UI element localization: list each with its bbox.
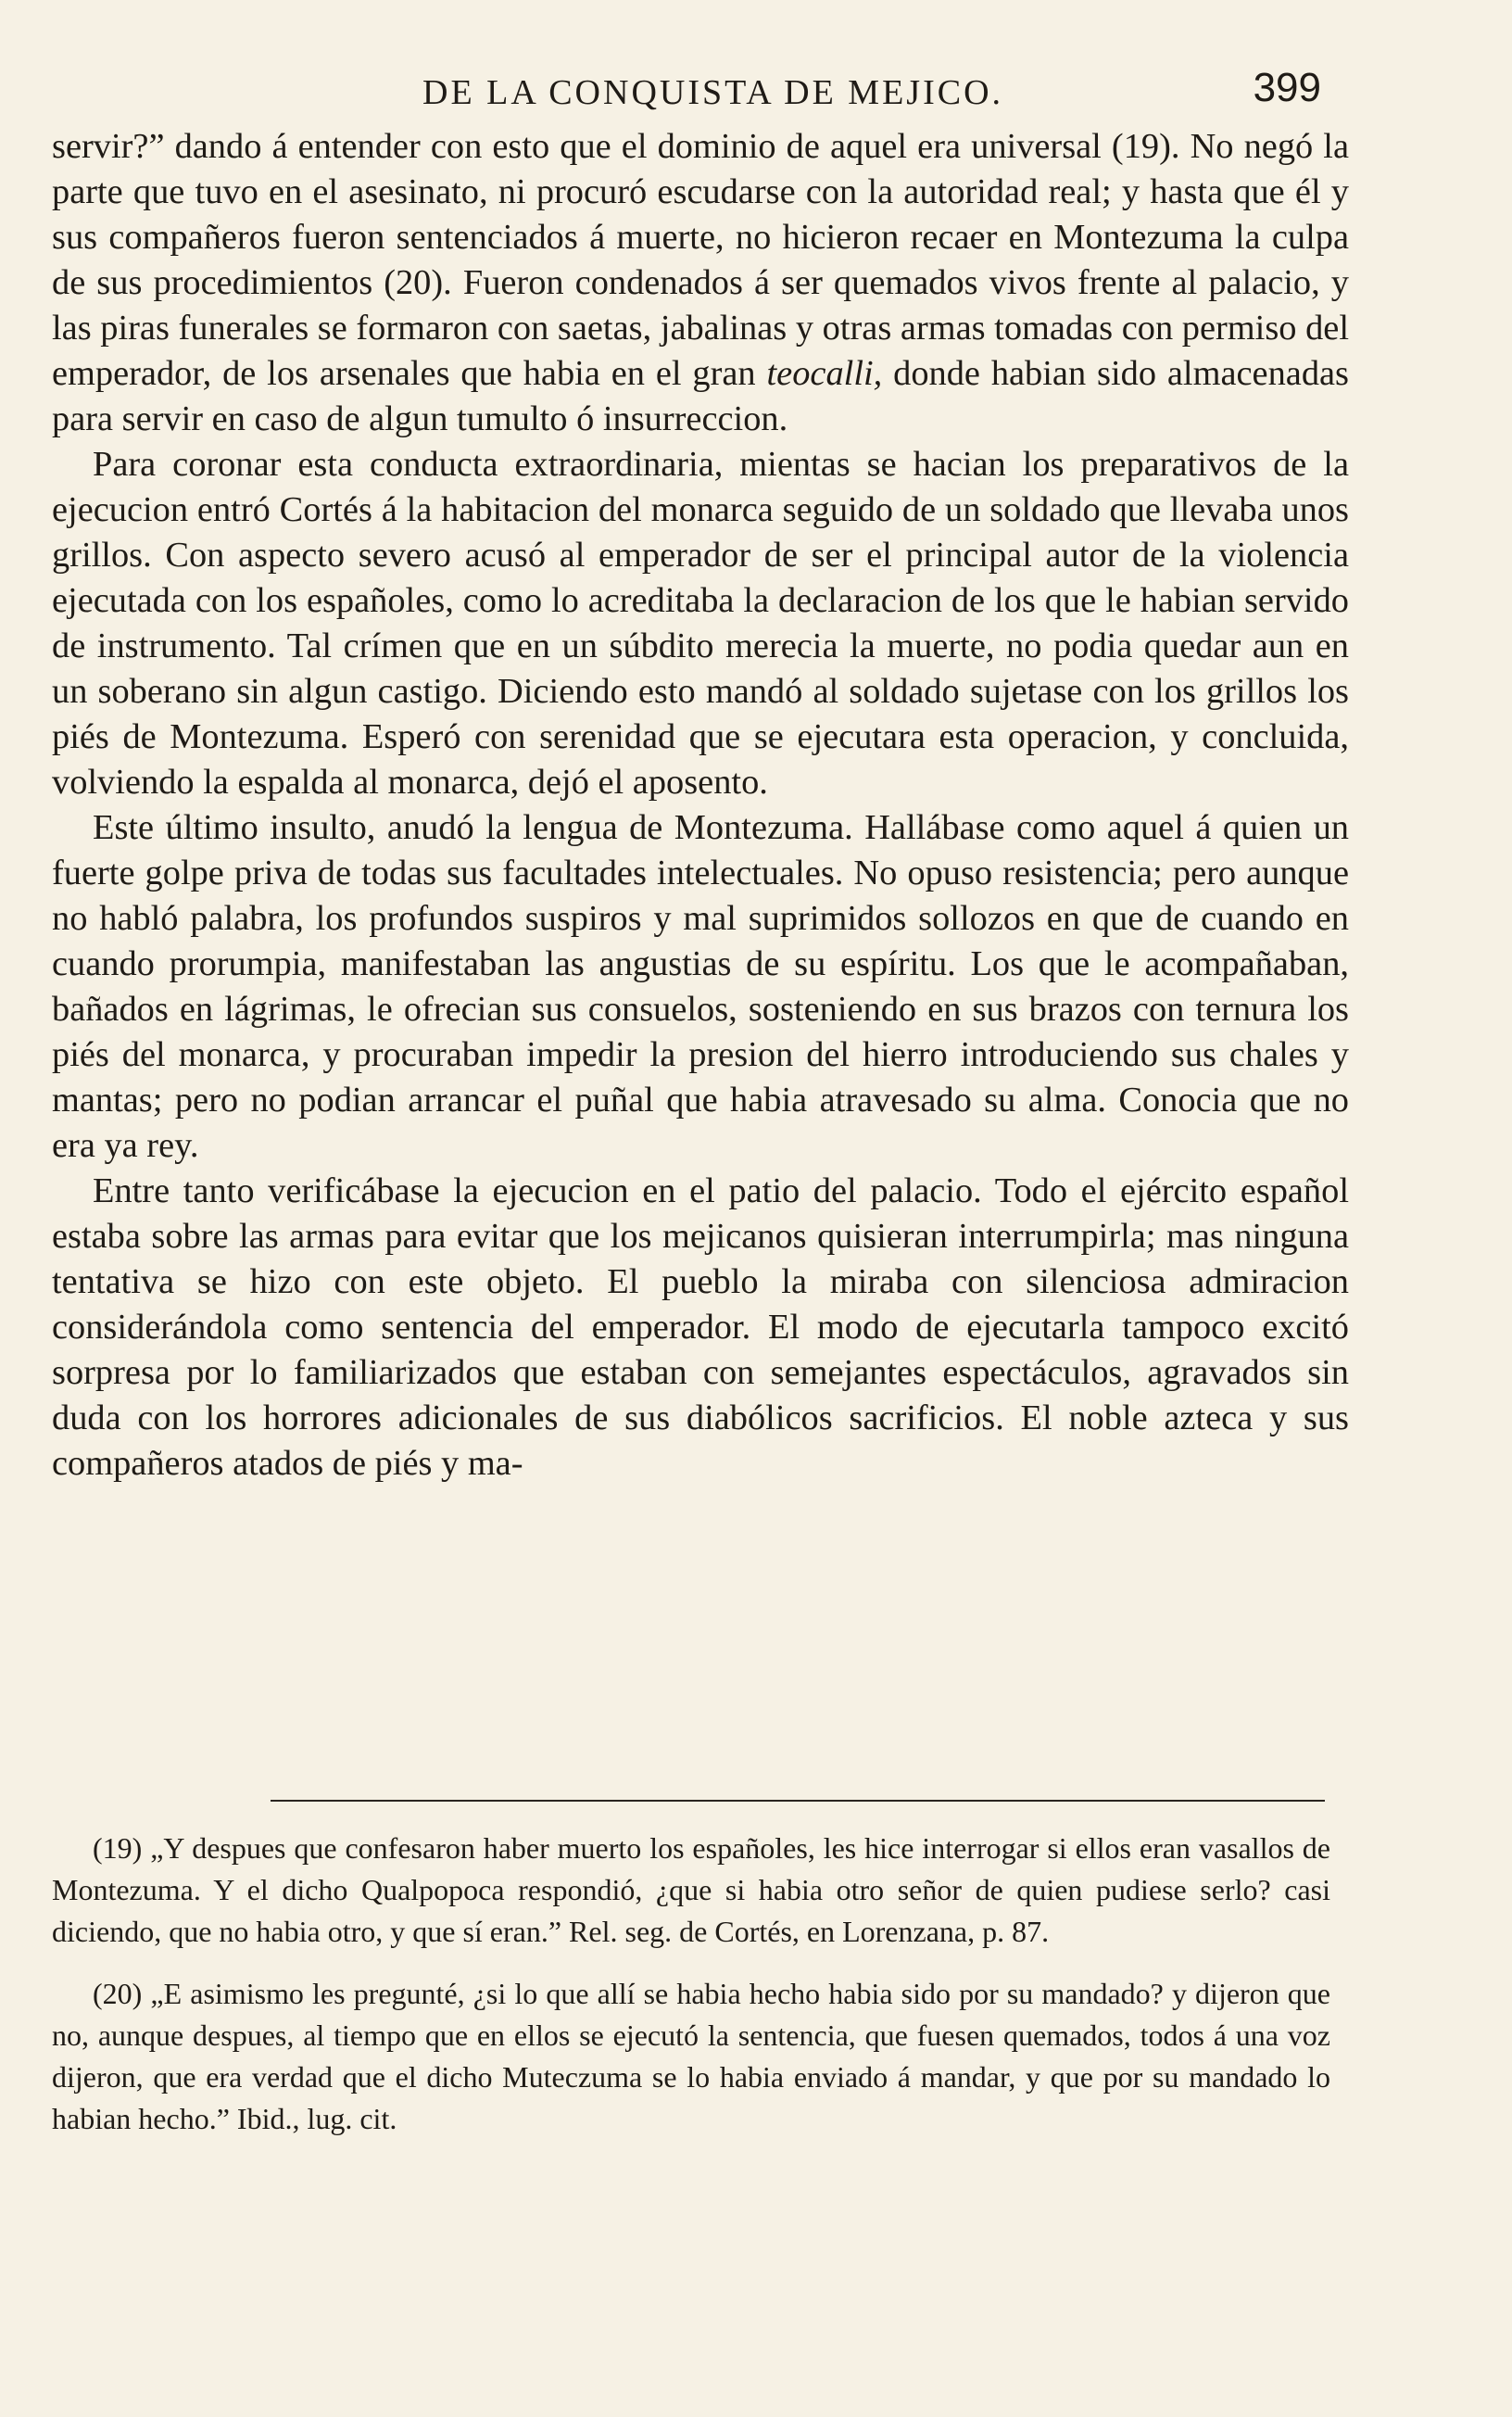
paragraph-4: Entre tanto verificábase la ejecucion en el patio del palacio. Todo el ejército español estaba sobre las armas para evitar que los mejicanos quisieran interrumpirla; mas ninguna tentativa se hizo con este objeto. El pueblo la miraba con silenciosa admiracion considerándola como sentencia del emperador. El modo de ejecutarla tampoco excitó sorpresa por lo familiarizados que estaban con semejantes espectáculos, agravados sin duda con los horrores adicionales de sus diabólicos sacrificios. El noble azteca y sus compañeros atados de piés y ma- <box>52 1171 1349 1483</box>
paragraph-3: Este último insulto, anudó la lengua de Montezuma. Hallábase como aquel á quien un fuerte golpe priva de todas sus facultades intelectuales. No opuso resistencia; pero aunque no habló palabra, los profundos suspiros y mal suprimidos sollozos en que de cuando en cuando prorumpia, manifestaban las angustias de su espíritu. Los que le acompañaban, bañados en lágrimas, le ofrecian sus consuelos, sosteniendo en sus brazos con ternura los piés del monarca, y procuraban impedir la presion del hierro introduciendo sus chales y mantas; pero no podian arrancar el puñal que habia atravesado su alma. Conocia que no era ya rey. <box>52 808 1349 1165</box>
paragraph-1-end: donde habian sido almacenadas para servir en caso de algun tumulto ó insurreccion. <box>52 354 1349 438</box>
footnote-divider <box>271 1800 1325 1802</box>
paragraph-1 <box>52 124 1349 442</box>
paragraph-1-italic: teocalli, <box>766 354 883 393</box>
running-title: DE LA CONQUISTA DE MEJICO. <box>422 73 1004 112</box>
paragraph-2: Para coronar esta conducta extraordinaria, mientas se hacian los preparativos de la ejecucion entró Cortés á la habitacion del monarca seguido de un soldado que llevaba unos grillos. Con aspecto severo acusó al emperador de ser el principal autor de la violencia ejecutada con los españoles, como lo acreditaba la declaracion de los que le habian servido de instrumento. Tal crímen que en un súbdito merecia la muerte, no podia quedar aun en un soberano sin algun castigo. Diciendo esto mandó al soldado sujetase con los grillos los piés de Montezuma. Esperó con serenidad que se ejecutara esta operacion, y concluida, volviendo la espalda al monarca, dejó el aposento. <box>52 445 1349 802</box>
footnotes <box>52 1828 1330 2160</box>
footnote-20: (20) „E asimismo les pregunté, ¿si lo que allí se habia hecho habia sido por su mandado? y dijeron que no, aunque despues, al tiempo que en ellos se ejecutó la sentencia, que fuesen quemados, todos á una voz dijeron, que era verdad que el dicho Muteczuma se lo habia enviado á mandar, y que por su mandado lo habian hecho.” Ibid., lug. cit. <box>52 1977 1330 2135</box>
page-header <box>52 65 1321 120</box>
page-number: 399 <box>1253 65 1321 110</box>
main-text <box>52 124 1349 1487</box>
footnote-19: (19) „Y despues que confesaron haber muerto los españoles, les hice interrogar si ellos eran vasallos de Montezuma. Y el dicho Qualpopoca respondió, ¿que si habia otro señor de quien pudiese serlo? casi diciendo, que no habia otro, y que sí eran.” Rel. seg. de Cortés, en Lorenzana, p. 87. <box>52 1831 1330 1948</box>
paragraph-1-text: servir?” dando á entender con esto que el dominio de aquel era universal (19). No negó la parte que tuvo en el asesinato, ni procuró escudarse con la autoridad real; y hasta que él y sus compañeros fueron sentenciados á muerte, no hicieron recaer en Montezuma la culpa de sus procedimientos (20). Fueron condenados á ser quemados vivos frente al palacio, y las piras funerales se formaron con saetas, jabalinas y otras armas tomadas con permiso del emperador, de los arsenales que habia en el gran <box>52 127 1349 393</box>
